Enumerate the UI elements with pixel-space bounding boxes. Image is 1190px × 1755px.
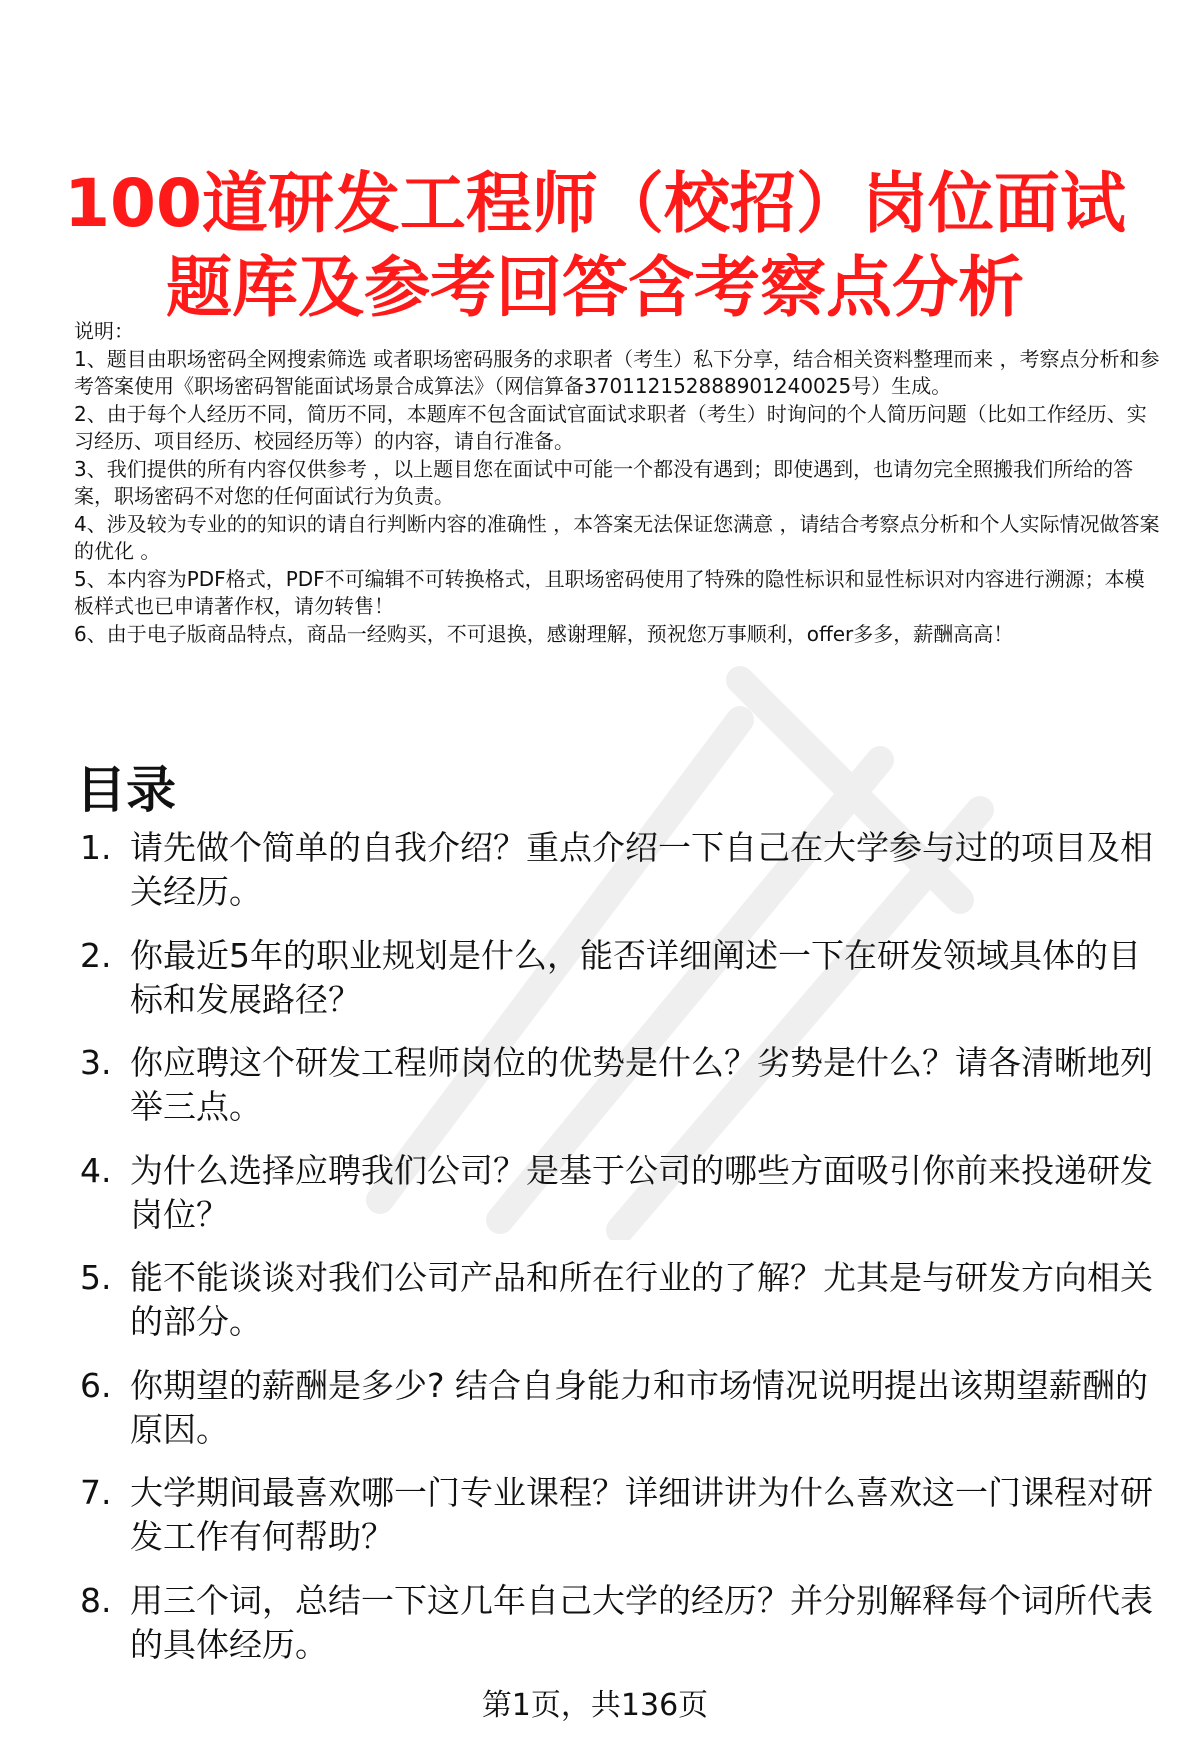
toc-item[interactable]: [80, 934, 1160, 1022]
toc-item-number: 7.: [80, 1473, 112, 1512]
toc-item[interactable]: [80, 1041, 1160, 1129]
toc-item-text: 你应聘这个研发工程师岗位的优势是什么？劣势是什么？请各清晰地列举三点。: [130, 1043, 1153, 1126]
page-footer: 第1页，共136页: [481, 1688, 709, 1723]
note-item: 4、涉及较为专业的的知识的请自行判断内容的准确性 ，本答案无法保证您满意 ，请结合考察点分析和个人实际情况做答案的优化 。: [74, 511, 1160, 563]
toc-item[interactable]: [80, 1364, 1160, 1452]
toc-item-text: 用三个词，总结一下这几年自己大学的经历？并分别解释每个词所代表的具体经历。: [130, 1580, 1153, 1664]
toc-item-number: 2.: [80, 935, 112, 975]
note-item: 2、由于每个人经历不同，简历不同，本题库不包含面试官面试求职者（考生）时询问的个人简历问题（比如工作经历、实习经历、项目经历、校园经历等）的内容，请自行准备。: [74, 401, 1147, 453]
toc-item-number: 5.: [80, 1258, 112, 1297]
toc-list: [80, 826, 1160, 1686]
toc-item[interactable]: [80, 1579, 1160, 1667]
notes-heading: 说明：: [74, 319, 134, 343]
toc-item-number: 1.: [80, 828, 112, 867]
note-item: 5、本内容为PDF格式，PDF不可编辑不可转换格式，且职场密码使用了特殊的隐性标识和显性标识对内容进行溯源；本模板样式也已申请著作权，请勿转售！: [74, 566, 1145, 618]
document-title: [40, 162, 1150, 330]
note-item: 3、我们提供的所有内容仅供参考 ，以上题目您在面试中可能一个都没有遇到；即使遇到，也请勿完全照搬我们所给的答案，职场密码不对您的任何面试行为负责。: [74, 456, 1134, 508]
toc-item-number: 8.: [80, 1580, 112, 1620]
title-line-1: 100道研发工程师（校招）岗位面试: [64, 165, 1126, 243]
toc-heading: 目录: [76, 760, 176, 819]
toc-item-text: 你期望的薪酬是多少? 结合自身能力和市场情况说明提出该期望薪酬的原因。: [130, 1365, 1149, 1449]
toc-item-text: 请先做个简单的自我介绍？重点介绍一下自己在大学参与过的项目及相关经历。: [130, 828, 1153, 911]
note-item: 6、由于电子版商品特点，商品一经购买，不可退换，感谢理解，预祝您万事顺利，offer多多，薪酬高高！: [74, 621, 1014, 646]
toc-item-number: 3.: [80, 1043, 112, 1082]
toc-item-text: 大学期间最喜欢哪一门专业课程？详细讲讲为什么喜欢这一门课程对研发工作有何帮助？: [130, 1473, 1153, 1556]
toc-item[interactable]: [80, 826, 1160, 914]
toc-item-text: 为什么选择应聘我们公司？是基于公司的哪些方面吸引你前来投递研发岗位？: [130, 1150, 1153, 1234]
title-line-2: 题库及参考回答含考察点分析: [166, 249, 1024, 327]
note-item: 1、题目由职场密码全网搜索筛选 或者职场密码服务的求职者（考生）私下分享，结合相关资料整理而来 ，考察点分析和参考答案使用《职场密码智能面试场景合成算法》（网信算备370112152888901240025号）生成。: [74, 346, 1160, 398]
toc-item-text: 你最近5年的职业规划是什么，能否详细阐述一下在研发领域具体的目标和发展路径？: [130, 935, 1141, 1019]
toc-item[interactable]: [80, 1149, 1160, 1237]
toc-item[interactable]: [80, 1256, 1160, 1344]
toc-item-number: 6.: [80, 1365, 112, 1405]
toc-item-number: 4.: [80, 1150, 112, 1190]
toc-item[interactable]: [80, 1471, 1160, 1559]
toc-item-text: 能不能谈谈对我们公司产品和所在行业的了解？尤其是与研发方向相关的部分。: [130, 1258, 1153, 1341]
notes-section: [74, 318, 1164, 648]
